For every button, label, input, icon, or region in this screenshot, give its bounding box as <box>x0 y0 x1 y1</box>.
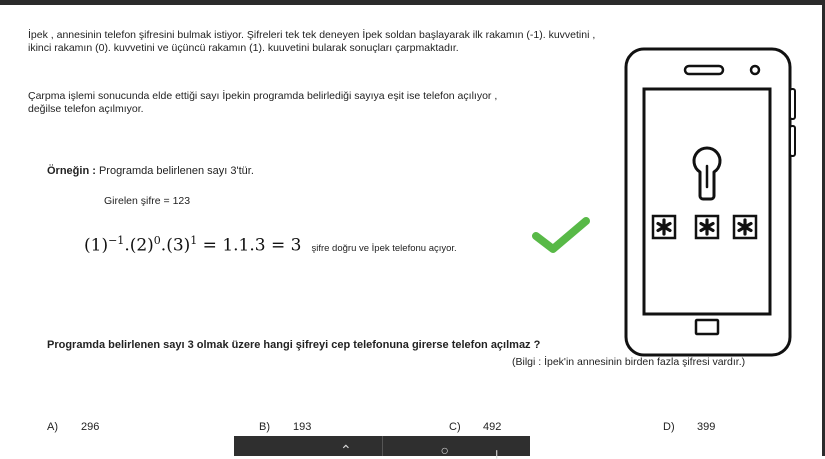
option-value: 492 <box>483 421 502 433</box>
intro-line-2: ikinci rakamın (0). kuvvetini ve üçüncü rakamın (1). kuuvetini bularak sonuçları çarpmaktadır. <box>28 42 459 54</box>
asterisk-key-icon <box>653 216 675 238</box>
example-heading <box>47 165 254 177</box>
formula-exp-2: 0 <box>153 234 161 247</box>
question-text: Programda belirlenen sayı 3 olmak üzere hangi şifreyi cep telefonuna girerse telefon açılmaz ? <box>47 339 541 351</box>
asterisk-key-icon <box>734 216 756 238</box>
option-label: A) <box>47 421 58 433</box>
option-b[interactable] <box>259 421 311 433</box>
top-edge-bar <box>0 0 825 5</box>
option-value: 296 <box>81 421 100 433</box>
checkmark-icon <box>531 216 591 254</box>
example-text: Programda belirlenen sayı 3'tür. <box>95 165 254 177</box>
option-label: C) <box>449 421 461 433</box>
rule-line-2: değilse telefon açılmıyor. <box>28 103 144 115</box>
formula-base-3: .(3) <box>160 235 191 256</box>
toolbar-right-icon: ○ <box>440 442 449 458</box>
formula-rhs: = 1.1.3 = 3 <box>197 235 302 256</box>
formula-base-1: (1) <box>84 235 109 256</box>
example-label: Örneğin : <box>47 165 96 177</box>
toolbar-right-mark-icon: ╷ <box>492 442 501 458</box>
option-value: 399 <box>697 421 716 433</box>
formula-exp-1: −1 <box>108 234 125 247</box>
toolbar-right-button[interactable] <box>382 436 531 456</box>
option-value: 193 <box>293 421 312 433</box>
intro-paragraph <box>28 29 595 55</box>
formula-math <box>84 234 301 256</box>
example-formula <box>84 234 457 256</box>
toolbar-left-button[interactable] <box>234 436 382 456</box>
option-label: B) <box>259 421 270 433</box>
example-password: Girelen şifre = 123 <box>104 195 191 207</box>
home-button-icon <box>696 320 718 334</box>
intro-line-1: İpek , annesinin telefon şifresini bulmak istiyor. Şifreleri tek tek deneyen İpek soldan başlayarak ilk rakamın (-1). kuvvetini , <box>28 29 596 41</box>
bottom-toolbar-overlay <box>234 436 530 456</box>
option-d[interactable] <box>663 421 715 433</box>
formula-exp-3: 1 <box>190 234 198 247</box>
toolbar-left-icon: ⌃ <box>340 442 352 458</box>
rule-line-1: Çarpma işlemi sonucunda elde ettiği sayı İpekin programda belirlediği sayıya eşit ise telefon açılıyor , <box>28 90 498 102</box>
rule-paragraph <box>28 90 497 116</box>
option-label: D) <box>663 421 675 433</box>
formula-note: şifre doğru ve İpek telefonu açıyor. <box>311 242 457 254</box>
smartphone-lock-icon <box>621 44 799 360</box>
option-c[interactable] <box>449 421 501 433</box>
option-a[interactable] <box>47 421 99 433</box>
asterisk-key-icon <box>696 216 718 238</box>
formula-base-2: .(2) <box>124 235 154 256</box>
info-note: (Bilgi : İpek'in annesinin birden fazla şifresi vardır.) <box>512 356 746 368</box>
